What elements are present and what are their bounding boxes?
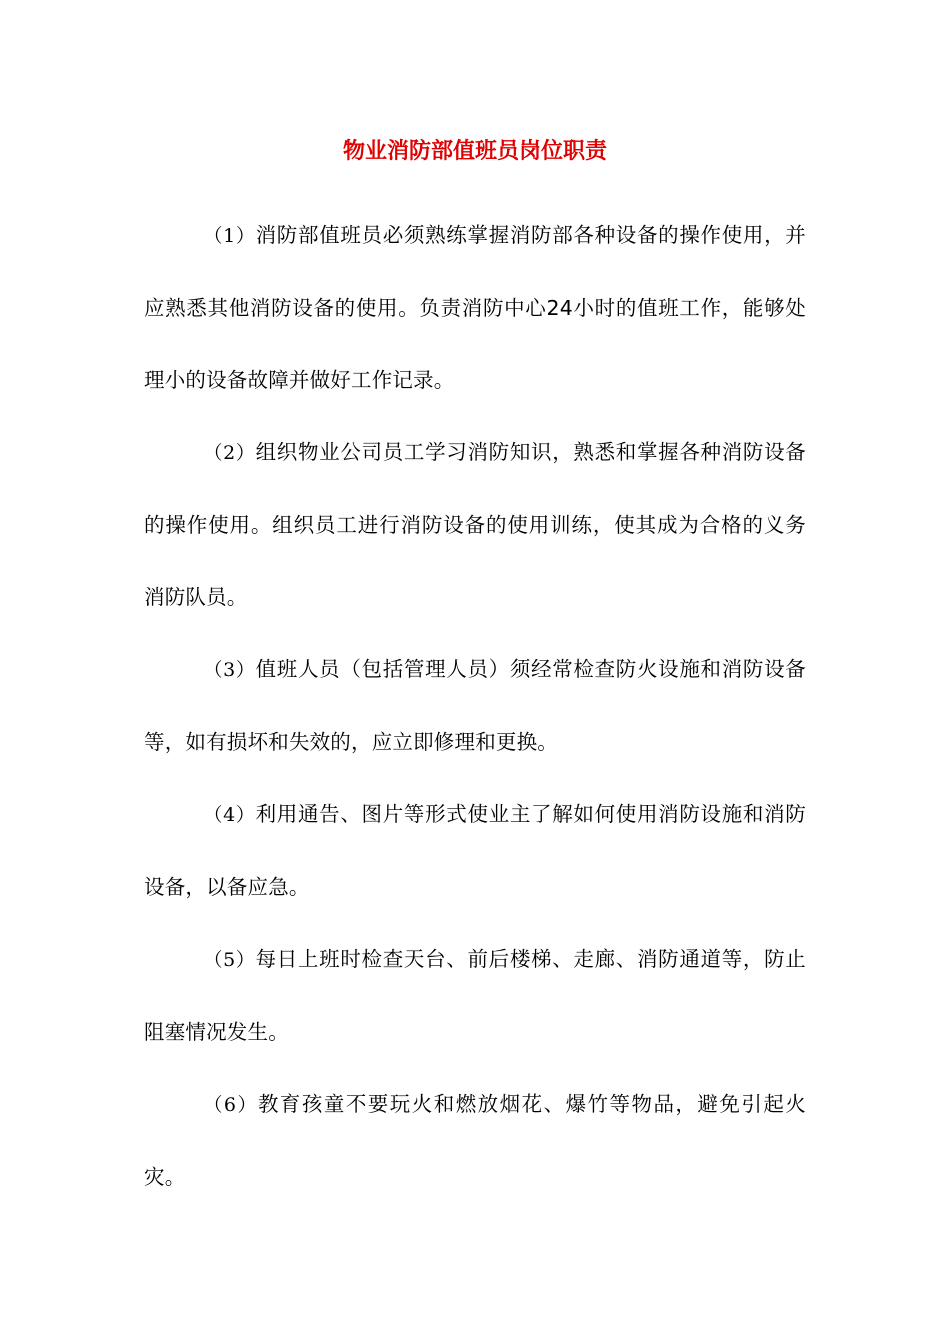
- paragraph-number: （3）: [203, 659, 256, 681]
- paragraph-text: 教育孩童不要玩火和燃放烟花、爆竹等物品，避免引起火灾。: [144, 1092, 806, 1189]
- paragraph-number: （5）: [203, 949, 256, 971]
- document-body: [144, 199, 806, 1213]
- paragraph-5: [144, 923, 806, 1068]
- paragraph-1: [144, 199, 806, 416]
- paragraph-number: （4）: [203, 804, 256, 826]
- paragraph-number: （2）: [203, 442, 256, 464]
- paragraph-2: [144, 416, 806, 633]
- paragraph-number: （1）: [203, 225, 256, 247]
- paragraph-6: [144, 1068, 806, 1213]
- paragraph-text: 值班人员（包括管理人员）须经常检查防火设施和消防设备等，如有损坏和失效的，应立即修理和更换。: [144, 657, 806, 754]
- document-title: 物业消防部值班员岗位职责: [342, 139, 607, 164]
- paragraph-4: [144, 778, 806, 923]
- paragraph-text: 消防部值班员必须熟练掌握消防部各种设备的操作使用，并应熟悉其他消防设备的使用。负责消防中心24小时的值班工作，能够处理小的设备故障并做好工作记录。: [144, 223, 806, 392]
- paragraph-3: [144, 633, 806, 778]
- paragraph-text: 每日上班时检查天台、前后楼梯、走廊、消防通道等，防止阻塞情况发生。: [144, 947, 806, 1044]
- paragraph-text: 组织物业公司员工学习消防知识，熟悉和掌握各种消防设备的操作使用。组织员工进行消防设备的使用训练，使其成为合格的义务消防队员。: [144, 440, 806, 609]
- paragraph-text: 利用通告、图片等形式使业主了解如何使用消防设施和消防设备，以备应急。: [144, 802, 806, 899]
- paragraph-number: （6）: [203, 1094, 258, 1116]
